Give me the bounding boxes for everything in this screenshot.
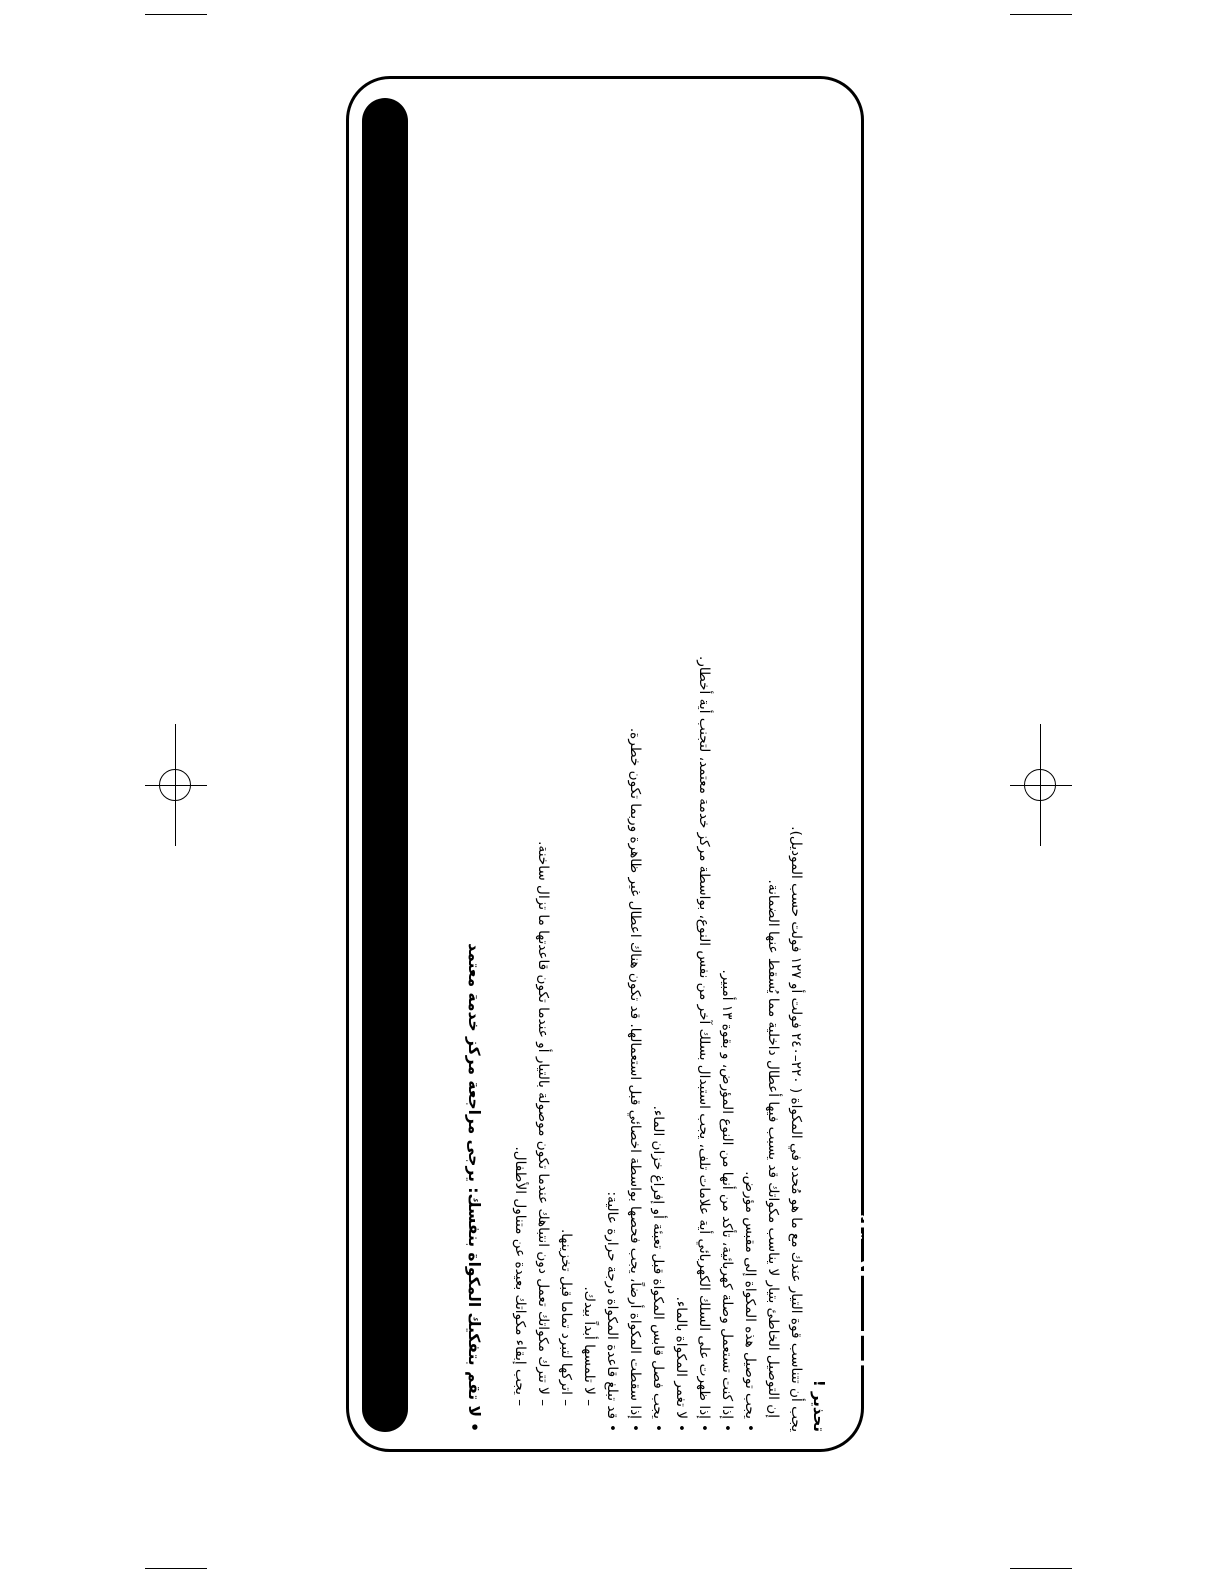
- warning-line: يجب أن تتناسب قوة التيار عندك مع ما هو مُحدد في المكواة ( ٢٢٠–٢٤٠ فولت أو ١٢٧ فولت حسب الموديل).: [788, 826, 804, 1432]
- safety-subitem: – يجب إبقاء مكواتك بعيدة عن متناول الأطفال.: [512, 1146, 528, 1406]
- safety-subitem: – اتركها لتبرد تماما قبل تخزينها.: [558, 1228, 574, 1406]
- final-note: •لا تقم بتفكيك المكواة بنفسك: يرجى مراجعة مركز خدمة معتمد: [462, 98, 486, 1432]
- section-title: من أجل سلامتك: [842, 1205, 873, 1418]
- title-bar: [362, 98, 408, 1432]
- safety-bullet: •يجب توصيل هذه المكواة إلى مقبس مؤرض.: [738, 98, 761, 1432]
- bullet-icon: •: [650, 1423, 666, 1432]
- safety-bullet: •إذا سقطت المكواة أرضاً، يجب فحصها بواسطة اخصائي قبل استعمالها. قد تكون هناك اعطال غير ظاهرة وربما تكون خطرة.: [623, 98, 646, 1432]
- crop-mark-bottom-left: [145, 1568, 207, 1569]
- bullet-icon: •: [719, 1423, 735, 1432]
- safety-bullet: •إذا ظهرت على السلك الكهربائي أية علامات تلف، يجب استبدال بسلك آخر من نفس النوع، بواسطة مركز خدمة معتمد، لتجنب أية أخطار.: [692, 98, 715, 1432]
- safety-text: [462, 98, 830, 1432]
- bullet-icon: •: [742, 1423, 758, 1432]
- safety-subitem: – لا تلمسها أبداً بيدك.: [581, 1286, 597, 1406]
- bullet-icon: •: [696, 1423, 712, 1432]
- bullet-icon: •: [465, 1422, 483, 1432]
- crop-mark-top-right: [1010, 14, 1072, 15]
- warning-heading: تحذير !: [810, 1379, 828, 1432]
- safety-bullet: •قد تبلغ قاعدة المكواة درجة حرارة عالية:: [600, 98, 623, 1432]
- crop-mark-bottom-right: [1010, 1568, 1072, 1569]
- registration-circle-right: [1024, 769, 1056, 801]
- safety-bullet: •إذا كنت تستعمل وصلة كهربائية، تأكد من أنها من النوع المؤرض، و بقوة ١٣ أمبير.: [715, 98, 738, 1432]
- bullet-icon: •: [627, 1423, 643, 1432]
- warning-line: إن التوصيل الخاطئ بتيار لا يناسب مكواتك قد يسبب فيها أعطال داخلية مما يُسقط عنها الضمانة.: [765, 879, 781, 1418]
- safety-bullet: •يجب فصل قابس المكواة قبل تعبئة أو إفراغ خزان الماء.: [646, 98, 669, 1432]
- rotated-content: [412, 98, 873, 1432]
- crop-mark-top-left: [145, 14, 207, 15]
- bullet-icon: •: [604, 1423, 620, 1432]
- registration-circle-left: [159, 769, 191, 801]
- safety-subitem: – لا تترك مكواتك تعمل دون انتباهك عندما تكون موصولة بالتيار أو عندما تكون قاعدتها ما تزال ساخنة.: [535, 841, 551, 1406]
- safety-bullet: •لا تغمر المكواة بالماء.: [669, 98, 692, 1432]
- bullet-icon: •: [673, 1423, 689, 1432]
